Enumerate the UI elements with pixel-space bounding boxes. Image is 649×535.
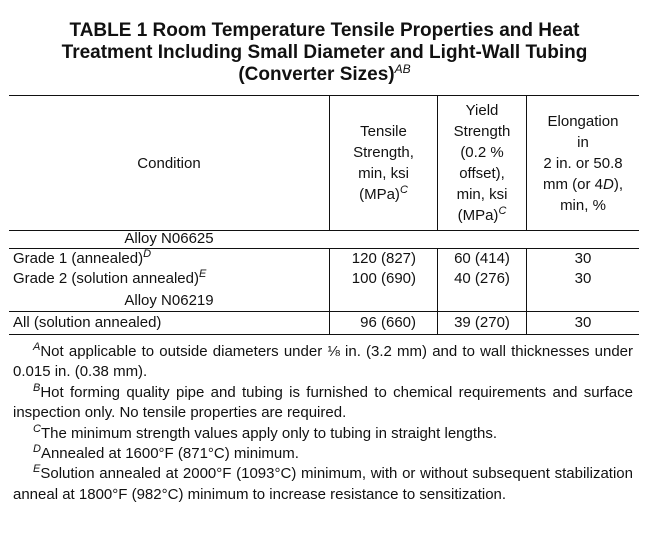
header-tensile-footnote: C — [399, 184, 408, 196]
row-condition-footnote: E — [198, 268, 207, 280]
header-yield — [438, 96, 526, 230]
header-yield-l2: Strength — [453, 123, 511, 140]
header-elong-l1: Elongation — [547, 112, 619, 130]
row-condition-footnote: D — [143, 248, 152, 260]
header-elong-l4-d: D — [602, 175, 614, 193]
header-tensile-l2: Strength, — [353, 144, 414, 161]
footnote-a-text: Not applicable to outside diameters under ⅛ in. (3.2 mm) and to wall thicknesses under 0.015 in. (0.38 mm). — [13, 343, 633, 381]
header-tensile-l4 — [353, 184, 414, 205]
header-yield-l3: (0.2 % — [460, 144, 504, 161]
row-condition — [13, 249, 151, 269]
header-tensile-l1: Tensile — [360, 123, 407, 140]
header-elong-l3: 2 in. or 50.8 — [543, 154, 623, 172]
header-tensile-unit: (MPa) — [359, 186, 400, 203]
row-condition — [13, 313, 161, 333]
footnote-a-mark: A — [33, 341, 41, 353]
header-condition — [9, 96, 329, 230]
footnote-a — [13, 342, 633, 383]
title-line-1: TABLE 1 Room Temperature Tensile Properties and Heat — [69, 20, 580, 41]
footnote-e — [13, 464, 633, 505]
title-footnote-marks: AB — [394, 62, 411, 76]
row-elongation: 30 — [574, 250, 592, 267]
footnote-e-text: Solution annealed at 2000°F (1093°C) minimum, with or without subsequent stabilization anneal at 1800°F (982°C) minimum to increase resistance to sensitization. — [13, 465, 633, 503]
row-tensile: 100 (690) — [351, 270, 416, 287]
alloy-n06219-rule — [9, 311, 639, 312]
header-yield-l4: offset), — [459, 165, 505, 182]
header-elong-l4 — [543, 174, 623, 195]
footnote-d-mark: D — [33, 443, 41, 456]
footnote-d-text: Annealed at 1600°F (871°C) minimum. — [40, 445, 299, 463]
header-yield-l1: Yield — [465, 102, 499, 119]
footnotes — [13, 342, 633, 505]
header-elong-l2: in — [577, 133, 589, 151]
row-tensile: 120 (827) — [351, 250, 416, 267]
table-bottom-rule — [9, 334, 639, 335]
header-elong-l4-pre: mm (or 4 — [542, 175, 603, 193]
row-yield: 40 (276) — [454, 270, 510, 287]
title-line-2: Treatment Including Small Diameter and Light-Wall Tubing — [61, 42, 588, 63]
footnote-c — [13, 424, 633, 444]
header-elong-l4-post: ), — [613, 175, 623, 193]
footnote-b-mark: B — [33, 381, 41, 394]
header-elongation — [527, 96, 639, 230]
footnote-b — [13, 383, 633, 424]
header-yield-l6 — [454, 205, 511, 226]
row-tensile: 96 (660) — [360, 314, 416, 331]
title-line-3 — [0, 64, 649, 86]
title-line-3-text: (Converter Sizes) — [238, 64, 395, 85]
header-yield-l5: min, ksi — [456, 186, 508, 203]
row-elongation: 30 — [574, 314, 592, 331]
header-tensile-l3: min, ksi — [358, 165, 409, 182]
row-condition — [13, 269, 206, 289]
header-yield-footnote: C — [498, 205, 507, 217]
row-condition-text: Grade 1 (annealed) — [13, 250, 144, 267]
footnote-c-mark: C — [33, 422, 41, 435]
row-elongation: 30 — [574, 270, 592, 287]
row-yield: 39 (270) — [454, 314, 510, 331]
header-yield-unit: (MPa) — [457, 207, 499, 224]
footnote-d — [13, 444, 633, 464]
alloy-heading-n06219: Alloy N06219 — [124, 292, 214, 309]
footnote-b-text: Hot forming quality pipe and tubing is furnished to chemical requirements and surface inspection only. No tensile properties are required. — [13, 383, 633, 422]
footnote-e-mark: E — [33, 463, 41, 476]
row-yield: 60 (414) — [454, 250, 510, 267]
row-condition-text: Grade 2 (solution annealed) — [13, 270, 199, 287]
header-condition-label: Condition — [137, 154, 201, 172]
table-title — [0, 20, 649, 86]
footnote-c-text: The minimum strength values apply only to tubing in straight lengths. — [40, 424, 498, 442]
header-tensile — [330, 96, 437, 230]
row-condition-text: All (solution annealed) — [13, 314, 162, 331]
header-elong-l5: min, % — [560, 196, 606, 214]
alloy-heading-n06625: Alloy N06625 — [124, 230, 214, 247]
